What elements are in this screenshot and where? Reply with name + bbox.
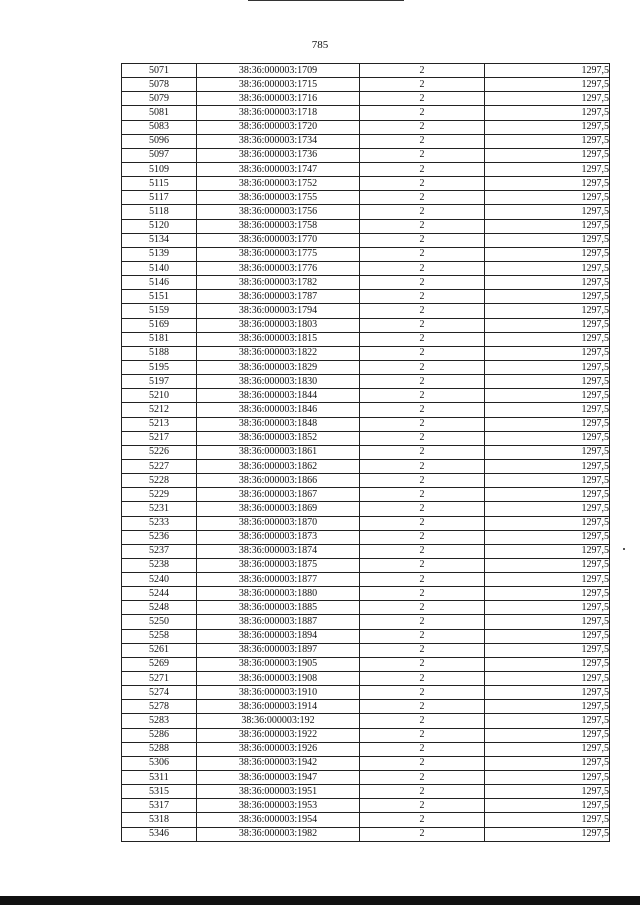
row-number-cell: 5244 bbox=[122, 587, 197, 601]
count-cell: 2 bbox=[360, 530, 485, 544]
cadastral-number-cell: 38:36:000003:1852 bbox=[197, 431, 360, 445]
cadastral-number-cell: 38:36:000003:1782 bbox=[197, 276, 360, 290]
cadastral-number-cell: 38:36:000003:1982 bbox=[197, 827, 360, 841]
table-row bbox=[122, 474, 610, 488]
count-cell: 2 bbox=[360, 544, 485, 558]
cadastral-number-cell: 38:36:000003:1736 bbox=[197, 148, 360, 162]
table-row bbox=[122, 92, 610, 106]
cadastral-number-cell: 38:36:000003:1844 bbox=[197, 389, 360, 403]
area-cell: 1297,5 bbox=[485, 360, 610, 374]
table-row bbox=[122, 318, 610, 332]
row-number-cell: 5181 bbox=[122, 332, 197, 346]
table-row bbox=[122, 615, 610, 629]
area-cell: 1297,5 bbox=[485, 64, 610, 78]
table-row bbox=[122, 657, 610, 671]
table-row bbox=[122, 516, 610, 530]
count-cell: 2 bbox=[360, 771, 485, 785]
count-cell: 2 bbox=[360, 120, 485, 134]
area-cell: 1297,5 bbox=[485, 629, 610, 643]
row-number-cell: 5078 bbox=[122, 78, 197, 92]
row-number-cell: 5140 bbox=[122, 261, 197, 275]
area-cell: 1297,5 bbox=[485, 431, 610, 445]
row-number-cell: 5286 bbox=[122, 728, 197, 742]
cadastral-number-cell: 38:36:000003:1874 bbox=[197, 544, 360, 558]
cadastral-number-cell: 38:36:000003:1747 bbox=[197, 162, 360, 176]
table-row bbox=[122, 106, 610, 120]
table-row bbox=[122, 785, 610, 799]
cadastral-number-cell: 38:36:000003:1861 bbox=[197, 445, 360, 459]
area-cell: 1297,5 bbox=[485, 148, 610, 162]
cadastral-number-cell: 38:36:000003:1873 bbox=[197, 530, 360, 544]
area-cell: 1297,5 bbox=[485, 714, 610, 728]
table-row bbox=[122, 756, 610, 770]
table-row bbox=[122, 771, 610, 785]
area-cell: 1297,5 bbox=[485, 290, 610, 304]
count-cell: 2 bbox=[360, 191, 485, 205]
table-row bbox=[122, 587, 610, 601]
row-number-cell: 5306 bbox=[122, 756, 197, 770]
count-cell: 2 bbox=[360, 92, 485, 106]
row-number-cell: 5226 bbox=[122, 445, 197, 459]
count-cell: 2 bbox=[360, 304, 485, 318]
row-number-cell: 5315 bbox=[122, 785, 197, 799]
cadastral-number-cell: 38:36:000003:1880 bbox=[197, 587, 360, 601]
count-cell: 2 bbox=[360, 488, 485, 502]
count-cell: 2 bbox=[360, 247, 485, 261]
count-cell: 2 bbox=[360, 219, 485, 233]
table-row bbox=[122, 148, 610, 162]
cadastral-number-cell: 38:36:000003:1720 bbox=[197, 120, 360, 134]
count-cell: 2 bbox=[360, 813, 485, 827]
area-cell: 1297,5 bbox=[485, 219, 610, 233]
cadastral-number-cell: 38:36:000003:1822 bbox=[197, 346, 360, 360]
cadastral-number-cell: 38:36:000003:1942 bbox=[197, 756, 360, 770]
table-row bbox=[122, 629, 610, 643]
table-row bbox=[122, 672, 610, 686]
cadastral-number-cell: 38:36:000003:1875 bbox=[197, 558, 360, 572]
table-row bbox=[122, 813, 610, 827]
table-row bbox=[122, 205, 610, 219]
area-cell: 1297,5 bbox=[485, 657, 610, 671]
area-cell: 1297,5 bbox=[485, 615, 610, 629]
area-cell: 1297,5 bbox=[485, 488, 610, 502]
row-number-cell: 5217 bbox=[122, 431, 197, 445]
table-body bbox=[122, 64, 610, 842]
count-cell: 2 bbox=[360, 261, 485, 275]
count-cell: 2 bbox=[360, 700, 485, 714]
row-number-cell: 5096 bbox=[122, 134, 197, 148]
table-row bbox=[122, 488, 610, 502]
count-cell: 2 bbox=[360, 332, 485, 346]
table-row bbox=[122, 219, 610, 233]
cadastral-number-cell: 38:36:000003:1869 bbox=[197, 502, 360, 516]
row-number-cell: 5210 bbox=[122, 389, 197, 403]
row-number-cell: 5197 bbox=[122, 375, 197, 389]
scan-bottom-edge bbox=[0, 896, 640, 905]
row-number-cell: 5288 bbox=[122, 742, 197, 756]
cadastral-number-cell: 38:36:000003:1848 bbox=[197, 417, 360, 431]
area-cell: 1297,5 bbox=[485, 516, 610, 530]
count-cell: 2 bbox=[360, 742, 485, 756]
row-number-cell: 5278 bbox=[122, 700, 197, 714]
table-row bbox=[122, 375, 610, 389]
cadastral-number-cell: 38:36:000003:1866 bbox=[197, 474, 360, 488]
area-cell: 1297,5 bbox=[485, 672, 610, 686]
table-row bbox=[122, 827, 610, 841]
table-row bbox=[122, 261, 610, 275]
count-cell: 2 bbox=[360, 106, 485, 120]
area-cell: 1297,5 bbox=[485, 445, 610, 459]
table-row bbox=[122, 700, 610, 714]
count-cell: 2 bbox=[360, 657, 485, 671]
table-row bbox=[122, 799, 610, 813]
count-cell: 2 bbox=[360, 162, 485, 176]
area-cell: 1297,5 bbox=[485, 785, 610, 799]
count-cell: 2 bbox=[360, 431, 485, 445]
count-cell: 2 bbox=[360, 403, 485, 417]
count-cell: 2 bbox=[360, 346, 485, 360]
row-number-cell: 5236 bbox=[122, 530, 197, 544]
area-cell: 1297,5 bbox=[485, 389, 610, 403]
count-cell: 2 bbox=[360, 629, 485, 643]
cadastral-number-cell: 38:36:000003:1905 bbox=[197, 657, 360, 671]
count-cell: 2 bbox=[360, 785, 485, 799]
area-cell: 1297,5 bbox=[485, 332, 610, 346]
row-number-cell: 5258 bbox=[122, 629, 197, 643]
cadastral-number-cell: 38:36:000003:1897 bbox=[197, 643, 360, 657]
row-number-cell: 5188 bbox=[122, 346, 197, 360]
cadastral-number-cell: 38:36:000003:1887 bbox=[197, 615, 360, 629]
row-number-cell: 5237 bbox=[122, 544, 197, 558]
count-cell: 2 bbox=[360, 318, 485, 332]
row-number-cell: 5213 bbox=[122, 417, 197, 431]
area-cell: 1297,5 bbox=[485, 756, 610, 770]
table-row bbox=[122, 742, 610, 756]
row-number-cell: 5083 bbox=[122, 120, 197, 134]
cadastral-number-cell: 38:36:000003:1877 bbox=[197, 573, 360, 587]
area-cell: 1297,5 bbox=[485, 686, 610, 700]
area-cell: 1297,5 bbox=[485, 459, 610, 473]
row-number-cell: 5269 bbox=[122, 657, 197, 671]
area-cell: 1297,5 bbox=[485, 247, 610, 261]
table-row bbox=[122, 191, 610, 205]
area-cell: 1297,5 bbox=[485, 78, 610, 92]
count-cell: 2 bbox=[360, 827, 485, 841]
area-cell: 1297,5 bbox=[485, 587, 610, 601]
cadastral-number-cell: 38:36:000003:1776 bbox=[197, 261, 360, 275]
row-number-cell: 5169 bbox=[122, 318, 197, 332]
row-number-cell: 5134 bbox=[122, 233, 197, 247]
page-number: 785 bbox=[311, 39, 329, 51]
cadastral-number-cell: 38:36:000003:1862 bbox=[197, 459, 360, 473]
cadastral-number-cell: 38:36:000003:1914 bbox=[197, 700, 360, 714]
count-cell: 2 bbox=[360, 205, 485, 219]
count-cell: 2 bbox=[360, 516, 485, 530]
table-row bbox=[122, 290, 610, 304]
cadastral-number-cell: 38:36:000003:1953 bbox=[197, 799, 360, 813]
row-number-cell: 5271 bbox=[122, 672, 197, 686]
area-cell: 1297,5 bbox=[485, 92, 610, 106]
row-number-cell: 5274 bbox=[122, 686, 197, 700]
count-cell: 2 bbox=[360, 233, 485, 247]
area-cell: 1297,5 bbox=[485, 304, 610, 318]
count-cell: 2 bbox=[360, 290, 485, 304]
cadastral-number-cell: 38:36:000003:1734 bbox=[197, 134, 360, 148]
row-number-cell: 5317 bbox=[122, 799, 197, 813]
table-row bbox=[122, 643, 610, 657]
table-row bbox=[122, 544, 610, 558]
area-cell: 1297,5 bbox=[485, 120, 610, 134]
top-rule bbox=[248, 0, 404, 1]
table-row bbox=[122, 431, 610, 445]
count-cell: 2 bbox=[360, 148, 485, 162]
row-number-cell: 5109 bbox=[122, 162, 197, 176]
area-cell: 1297,5 bbox=[485, 375, 610, 389]
row-number-cell: 5227 bbox=[122, 459, 197, 473]
area-cell: 1297,5 bbox=[485, 544, 610, 558]
table-row bbox=[122, 389, 610, 403]
row-number-cell: 5079 bbox=[122, 92, 197, 106]
table-row bbox=[122, 304, 610, 318]
cadastral-number-cell: 38:36:000003:1770 bbox=[197, 233, 360, 247]
count-cell: 2 bbox=[360, 389, 485, 403]
count-cell: 2 bbox=[360, 375, 485, 389]
row-number-cell: 5311 bbox=[122, 771, 197, 785]
table-row bbox=[122, 714, 610, 728]
cadastral-number-cell: 38:36:000003:1954 bbox=[197, 813, 360, 827]
cadastral-number-cell: 38:36:000003:1908 bbox=[197, 672, 360, 686]
cadastral-number-cell: 38:36:000003:1787 bbox=[197, 290, 360, 304]
cadastral-number-cell: 38:36:000003:1752 bbox=[197, 177, 360, 191]
count-cell: 2 bbox=[360, 459, 485, 473]
cadastral-number-cell: 38:36:000003:1910 bbox=[197, 686, 360, 700]
cadastral-number-cell: 38:36:000003:1846 bbox=[197, 403, 360, 417]
row-number-cell: 5146 bbox=[122, 276, 197, 290]
count-cell: 2 bbox=[360, 672, 485, 686]
area-cell: 1297,5 bbox=[485, 573, 610, 587]
area-cell: 1297,5 bbox=[485, 558, 610, 572]
area-cell: 1297,5 bbox=[485, 233, 610, 247]
count-cell: 2 bbox=[360, 64, 485, 78]
count-cell: 2 bbox=[360, 615, 485, 629]
count-cell: 2 bbox=[360, 799, 485, 813]
cadastral-number-cell: 38:36:000003:1830 bbox=[197, 375, 360, 389]
cadastral-table bbox=[121, 63, 610, 842]
row-number-cell: 5231 bbox=[122, 502, 197, 516]
cadastral-number-cell: 38:36:000003:1794 bbox=[197, 304, 360, 318]
area-cell: 1297,5 bbox=[485, 346, 610, 360]
table-row bbox=[122, 332, 610, 346]
row-number-cell: 5212 bbox=[122, 403, 197, 417]
cadastral-number-cell: 38:36:000003:1870 bbox=[197, 516, 360, 530]
table-row bbox=[122, 177, 610, 191]
count-cell: 2 bbox=[360, 360, 485, 374]
cadastral-number-cell: 38:36:000003:1803 bbox=[197, 318, 360, 332]
count-cell: 2 bbox=[360, 177, 485, 191]
table-row bbox=[122, 573, 610, 587]
table-row bbox=[122, 162, 610, 176]
cadastral-number-cell: 38:36:000003:1885 bbox=[197, 601, 360, 615]
row-number-cell: 5159 bbox=[122, 304, 197, 318]
area-cell: 1297,5 bbox=[485, 162, 610, 176]
count-cell: 2 bbox=[360, 417, 485, 431]
table-row bbox=[122, 64, 610, 78]
count-cell: 2 bbox=[360, 445, 485, 459]
area-cell: 1297,5 bbox=[485, 771, 610, 785]
count-cell: 2 bbox=[360, 714, 485, 728]
scan-speck bbox=[623, 548, 625, 550]
row-number-cell: 5346 bbox=[122, 827, 197, 841]
count-cell: 2 bbox=[360, 558, 485, 572]
row-number-cell: 5071 bbox=[122, 64, 197, 78]
row-number-cell: 5081 bbox=[122, 106, 197, 120]
cadastral-number-cell: 38:36:000003:1715 bbox=[197, 78, 360, 92]
area-cell: 1297,5 bbox=[485, 261, 610, 275]
count-cell: 2 bbox=[360, 601, 485, 615]
area-cell: 1297,5 bbox=[485, 177, 610, 191]
count-cell: 2 bbox=[360, 587, 485, 601]
row-number-cell: 5261 bbox=[122, 643, 197, 657]
area-cell: 1297,5 bbox=[485, 813, 610, 827]
count-cell: 2 bbox=[360, 502, 485, 516]
table-row bbox=[122, 233, 610, 247]
row-number-cell: 5248 bbox=[122, 601, 197, 615]
cadastral-number-cell: 38:36:000003:1716 bbox=[197, 92, 360, 106]
count-cell: 2 bbox=[360, 686, 485, 700]
area-cell: 1297,5 bbox=[485, 134, 610, 148]
row-number-cell: 5120 bbox=[122, 219, 197, 233]
area-cell: 1297,5 bbox=[485, 601, 610, 615]
table-row bbox=[122, 78, 610, 92]
row-number-cell: 5117 bbox=[122, 191, 197, 205]
table-row bbox=[122, 120, 610, 134]
area-cell: 1297,5 bbox=[485, 643, 610, 657]
area-cell: 1297,5 bbox=[485, 700, 610, 714]
area-cell: 1297,5 bbox=[485, 799, 610, 813]
count-cell: 2 bbox=[360, 134, 485, 148]
cadastral-number-cell: 38:36:000003:1951 bbox=[197, 785, 360, 799]
table-row bbox=[122, 601, 610, 615]
table-row bbox=[122, 346, 610, 360]
row-number-cell: 5228 bbox=[122, 474, 197, 488]
row-number-cell: 5240 bbox=[122, 573, 197, 587]
count-cell: 2 bbox=[360, 276, 485, 290]
area-cell: 1297,5 bbox=[485, 502, 610, 516]
table-row bbox=[122, 686, 610, 700]
table-row bbox=[122, 558, 610, 572]
table-row bbox=[122, 276, 610, 290]
cadastral-number-cell: 38:36:000003:1755 bbox=[197, 191, 360, 205]
cadastral-number-cell: 38:36:000003:1926 bbox=[197, 742, 360, 756]
table-row bbox=[122, 247, 610, 261]
cadastral-number-cell: 38:36:000003:1815 bbox=[197, 332, 360, 346]
table-row bbox=[122, 459, 610, 473]
area-cell: 1297,5 bbox=[485, 191, 610, 205]
row-number-cell: 5318 bbox=[122, 813, 197, 827]
cadastral-number-cell: 38:36:000003:192 bbox=[197, 714, 360, 728]
row-number-cell: 5250 bbox=[122, 615, 197, 629]
area-cell: 1297,5 bbox=[485, 728, 610, 742]
area-cell: 1297,5 bbox=[485, 417, 610, 431]
table-row bbox=[122, 360, 610, 374]
cadastral-number-cell: 38:36:000003:1867 bbox=[197, 488, 360, 502]
area-cell: 1297,5 bbox=[485, 474, 610, 488]
row-number-cell: 5238 bbox=[122, 558, 197, 572]
table-row bbox=[122, 445, 610, 459]
count-cell: 2 bbox=[360, 474, 485, 488]
table-row bbox=[122, 134, 610, 148]
area-cell: 1297,5 bbox=[485, 827, 610, 841]
area-cell: 1297,5 bbox=[485, 403, 610, 417]
cadastral-number-cell: 38:36:000003:1947 bbox=[197, 771, 360, 785]
row-number-cell: 5151 bbox=[122, 290, 197, 304]
table-row bbox=[122, 403, 610, 417]
table-row bbox=[122, 502, 610, 516]
table-row bbox=[122, 417, 610, 431]
row-number-cell: 5118 bbox=[122, 205, 197, 219]
cadastral-number-cell: 38:36:000003:1758 bbox=[197, 219, 360, 233]
count-cell: 2 bbox=[360, 573, 485, 587]
cadastral-number-cell: 38:36:000003:1829 bbox=[197, 360, 360, 374]
row-number-cell: 5097 bbox=[122, 148, 197, 162]
cadastral-number-cell: 38:36:000003:1718 bbox=[197, 106, 360, 120]
area-cell: 1297,5 bbox=[485, 318, 610, 332]
cadastral-number-cell: 38:36:000003:1756 bbox=[197, 205, 360, 219]
row-number-cell: 5115 bbox=[122, 177, 197, 191]
count-cell: 2 bbox=[360, 756, 485, 770]
table-row bbox=[122, 728, 610, 742]
table-row bbox=[122, 530, 610, 544]
cadastral-number-cell: 38:36:000003:1894 bbox=[197, 629, 360, 643]
area-cell: 1297,5 bbox=[485, 276, 610, 290]
row-number-cell: 5229 bbox=[122, 488, 197, 502]
cadastral-number-cell: 38:36:000003:1709 bbox=[197, 64, 360, 78]
count-cell: 2 bbox=[360, 643, 485, 657]
count-cell: 2 bbox=[360, 728, 485, 742]
count-cell: 2 bbox=[360, 78, 485, 92]
area-cell: 1297,5 bbox=[485, 530, 610, 544]
cadastral-number-cell: 38:36:000003:1922 bbox=[197, 728, 360, 742]
cadastral-number-cell: 38:36:000003:1775 bbox=[197, 247, 360, 261]
area-cell: 1297,5 bbox=[485, 106, 610, 120]
area-cell: 1297,5 bbox=[485, 742, 610, 756]
row-number-cell: 5283 bbox=[122, 714, 197, 728]
row-number-cell: 5195 bbox=[122, 360, 197, 374]
row-number-cell: 5233 bbox=[122, 516, 197, 530]
area-cell: 1297,5 bbox=[485, 205, 610, 219]
row-number-cell: 5139 bbox=[122, 247, 197, 261]
